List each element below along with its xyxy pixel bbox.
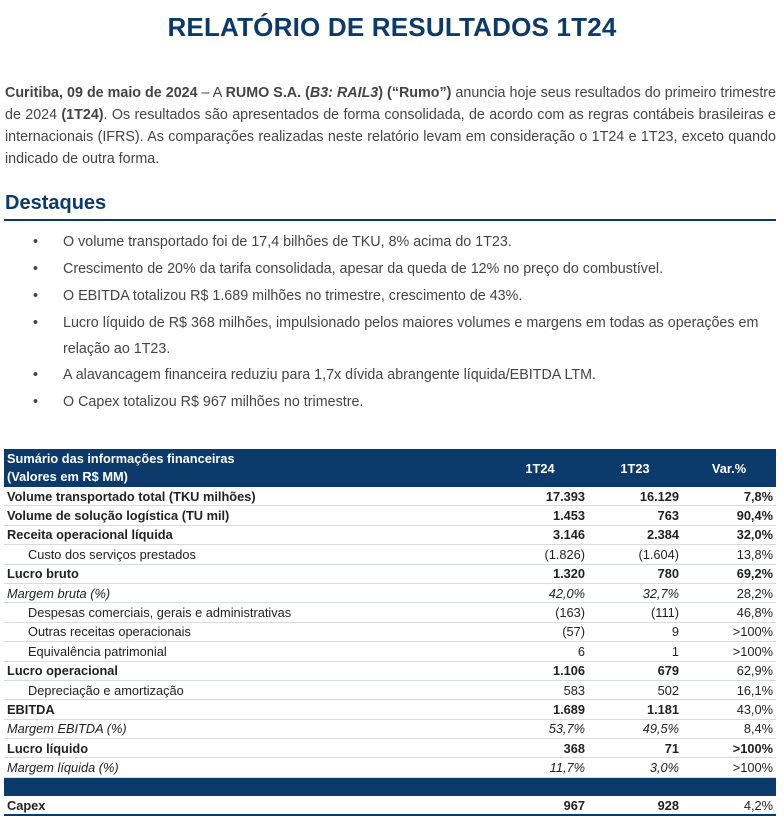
bullet-icon: • <box>33 394 39 410</box>
cell-1t24: 1.453 <box>492 506 588 525</box>
place-date: Curitiba, 09 de maio de 2024 <box>5 85 198 101</box>
highlight-text: O volume transportado foi de 17,4 bilhões de TKU, 8% acima do 1T23. <box>63 234 512 250</box>
cell-1t23: 928 <box>588 796 682 815</box>
bullet-icon: • <box>33 288 39 304</box>
cell-1t23: (111) <box>588 603 682 622</box>
table-row <box>4 758 776 777</box>
cell-1t24: 3.146 <box>492 525 588 544</box>
cell-var: >100% <box>682 642 776 661</box>
row-label: Lucro operacional <box>4 661 492 680</box>
cell-var: 90,4% <box>682 506 776 525</box>
table-row <box>4 487 776 506</box>
highlight-text: Crescimento de 20% da tarifa consolidada, apesar da queda de 12% no preço do combustível. <box>63 261 664 277</box>
ticker-close: ) <box>378 85 384 101</box>
cell-1t23: 16.129 <box>588 487 682 506</box>
cell-var: >100% <box>682 622 776 641</box>
intro-text-1: anuncia hoje seus resultados do primeiro trimestre de 2024 <box>5 85 776 123</box>
cell-var: 4,2% <box>682 796 776 815</box>
cell-var: >100% <box>682 758 776 777</box>
col-header-1t24: 1T24 <box>492 449 588 487</box>
highlight-text: Lucro líquido de R$ 368 milhões, impulsionado pelos maiores volumes e margens em todas as operações em relação ao 1T23. <box>63 315 759 357</box>
separator-band <box>4 777 776 796</box>
table-row <box>4 719 776 738</box>
cell-var: 7,8% <box>682 487 776 506</box>
cell-1t24: 368 <box>492 739 588 758</box>
cell-1t24: 1.320 <box>492 564 588 583</box>
row-label: Volume transportado total (TKU milhões) <box>4 487 492 506</box>
cell-1t23: (1.604) <box>588 545 682 564</box>
table-row <box>4 739 776 758</box>
ticker: B3: RAIL3 <box>309 85 379 101</box>
cell-1t23: 32,7% <box>588 583 682 602</box>
table-header-row <box>4 449 776 487</box>
row-label: Depreciação e amortização <box>4 680 492 699</box>
table-row <box>4 583 776 602</box>
bullet-icon: • <box>33 315 39 331</box>
table-header-line1: Sumário das informações financeiras <box>7 451 235 466</box>
highlight-item <box>0 229 776 256</box>
row-label: Lucro bruto <box>4 564 492 583</box>
intro-separator: – A <box>197 85 226 101</box>
highlight-item <box>0 310 776 362</box>
cell-1t23: 49,5% <box>588 719 682 738</box>
table-row <box>4 700 776 719</box>
row-label: Despesas comerciais, gerais e administrativas <box>4 603 492 622</box>
row-label: Custo dos serviços prestados <box>4 545 492 564</box>
bullet-icon: • <box>33 234 39 250</box>
cell-var: 13,8% <box>682 545 776 564</box>
row-label: Margem bruta (%) <box>4 583 492 602</box>
highlight-item <box>0 389 776 416</box>
row-label: Equivalência patrimonial <box>4 642 492 661</box>
cell-1t24: 1.106 <box>492 661 588 680</box>
row-label: Margem líquida (%) <box>4 758 492 777</box>
cell-1t24: 1.689 <box>492 700 588 719</box>
table-separator-band <box>4 777 776 796</box>
cell-var: 46,8% <box>682 603 776 622</box>
cell-var: 69,2% <box>682 564 776 583</box>
highlights-list <box>0 229 776 416</box>
table-row <box>4 506 776 525</box>
table-row <box>4 603 776 622</box>
row-label: EBITDA <box>4 700 492 719</box>
intro-period: (1T24) <box>61 107 104 123</box>
table-header-line2: (Valores em R$ MM) <box>7 469 128 484</box>
highlight-item <box>0 283 776 310</box>
table-header-title <box>4 449 492 487</box>
ticker-open: ( <box>301 85 310 101</box>
cell-var: 43,0% <box>682 700 776 719</box>
report-title: RELATÓRIO DE RESULTADOS 1T24 <box>167 12 617 42</box>
cell-1t24: 11,7% <box>492 758 588 777</box>
table-row <box>4 545 776 564</box>
row-label: Receita operacional líquida <box>4 525 492 544</box>
cell-var: >100% <box>682 739 776 758</box>
cell-1t23: 1.181 <box>588 700 682 719</box>
cell-1t24: 967 <box>492 796 588 815</box>
cell-var: 16,1% <box>682 680 776 699</box>
table-row <box>4 661 776 680</box>
row-label: Outras receitas operacionais <box>4 622 492 641</box>
cell-1t23: 1 <box>588 642 682 661</box>
highlight-text: O EBITDA totalizou R$ 1.689 milhões no trimestre, crescimento de 43%. <box>63 288 523 304</box>
financial-summary-table <box>4 449 776 816</box>
bullet-icon: • <box>33 261 39 277</box>
company-alias: (“Rumo”) <box>383 85 452 101</box>
table-row <box>4 525 776 544</box>
cell-1t23: 780 <box>588 564 682 583</box>
cell-var: 62,9% <box>682 661 776 680</box>
cell-1t24: (57) <box>492 622 588 641</box>
highlights-divider <box>4 219 776 221</box>
cell-var: 32,0% <box>682 525 776 544</box>
cell-1t24: 6 <box>492 642 588 661</box>
cell-1t24: 42,0% <box>492 583 588 602</box>
cell-1t24: 17.393 <box>492 487 588 506</box>
table-row <box>4 622 776 641</box>
cell-1t24: 583 <box>492 680 588 699</box>
highlight-item <box>0 256 776 283</box>
col-header-1t23: 1T23 <box>588 449 682 487</box>
company-name: RUMO S.A. <box>225 85 302 101</box>
bullet-icon: • <box>33 367 39 383</box>
cell-1t24: 53,7% <box>492 719 588 738</box>
row-label: Volume de solução logística (TU mil) <box>4 506 492 525</box>
cell-1t24: (1.826) <box>492 545 588 564</box>
row-label: Capex <box>4 796 492 815</box>
col-header-var: Var.% <box>682 449 776 487</box>
cell-1t24: (163) <box>492 603 588 622</box>
row-label: Lucro líquido <box>4 739 492 758</box>
cell-1t23: 3,0% <box>588 758 682 777</box>
cell-var: 8,4% <box>682 719 776 738</box>
intro-paragraph <box>5 82 776 170</box>
table-row <box>4 796 776 815</box>
table-row <box>4 680 776 699</box>
highlight-text: O Capex totalizou R$ 967 milhões no trimestre. <box>63 394 364 410</box>
row-label: Margem EBITDA (%) <box>4 719 492 738</box>
highlight-text: A alavancagem financeira reduziu para 1,7x dívida abrangente líquida/EBITDA LTM. <box>63 367 597 383</box>
table-row <box>4 564 776 583</box>
highlight-item <box>0 362 776 389</box>
cell-var: 28,2% <box>682 583 776 602</box>
cell-1t23: 502 <box>588 680 682 699</box>
cell-1t23: 9 <box>588 622 682 641</box>
cell-1t23: 2.384 <box>588 525 682 544</box>
highlights-title: Destaques <box>5 192 107 214</box>
cell-1t23: 71 <box>588 739 682 758</box>
cell-1t23: 763 <box>588 506 682 525</box>
cell-1t23: 679 <box>588 661 682 680</box>
intro-text-2: . Os resultados são apresentados de forma consolidada, de acordo com as regras contábeis brasileiras e internacionais (IFRS). As comparações realizadas neste relatório levam em consideração o 1T24 e 1T23, exceto quando indicado de outra forma. <box>5 107 776 167</box>
table-row <box>4 642 776 661</box>
